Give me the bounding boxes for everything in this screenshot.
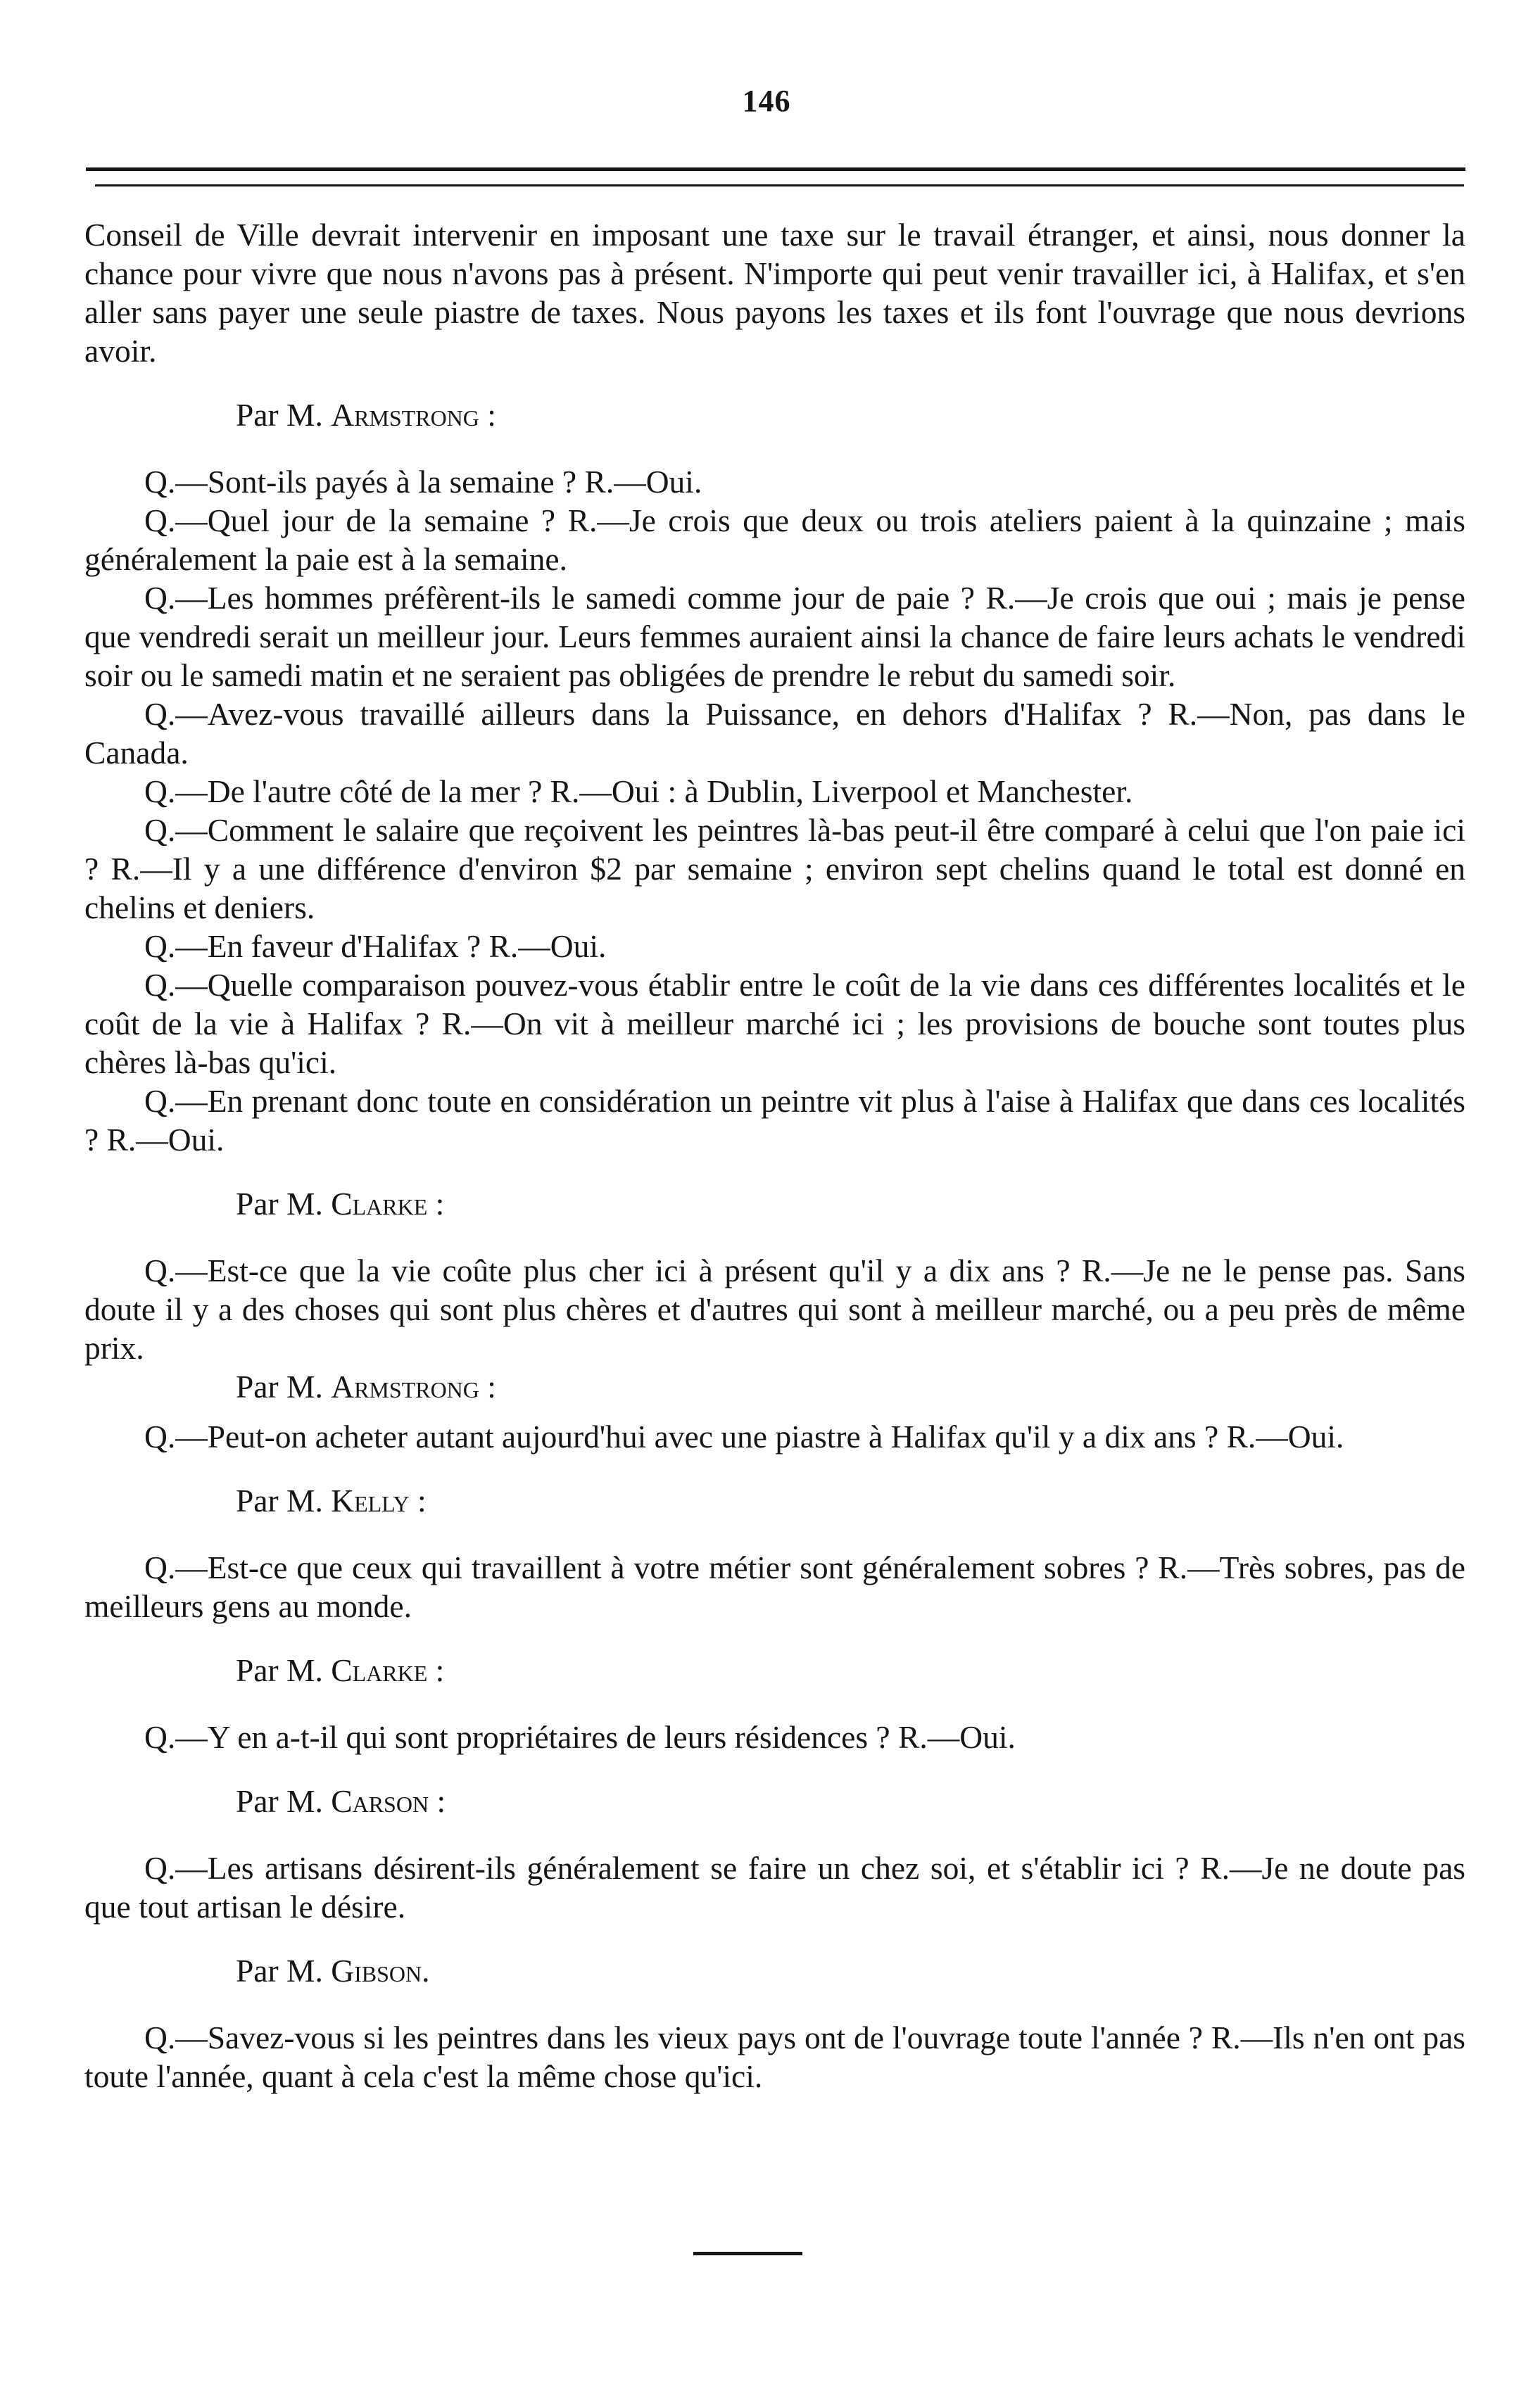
qa-paragraph: Q.—De l'autre côté de la mer ? R.—Oui : à Dublin, Liverpool et Manchester. [144, 773, 1133, 809]
qa-paragraph: Q.—Les artisans désirent-ils généralement se faire un chez soi, et s'établir ici ? R.—Je ne doute pas que tout artisan le désire. [84, 1850, 1465, 1925]
page-number: 146 [742, 84, 791, 118]
qa-paragraph: Q.—Est-ce que ceux qui travaillent à votre métier sont généralement sobres ? R.—Très sobres, pas de meilleurs gens au monde. [84, 1550, 1465, 1624]
speaker-heading: Par M. Clarke : [236, 1186, 445, 1222]
speaker-name: Carson [331, 1783, 429, 1819]
speaker-heading: Par M. Gibson. [236, 1953, 430, 1989]
qa-paragraph: Q.—Les hommes préfèrent-ils le samedi comme jour de paie ? R.—Je crois que oui ; mais je pense que vendredi serait un meilleur jour. Leurs femmes auraient ainsi la chance de faire leurs achats le vendredi soir ou le samedi matin et ne seraient pas obligées de prendre le rebut du samedi soir. [84, 580, 1465, 693]
qa-paragraph: Q.—Sont-ils payés à la semaine ? R.—Oui. [144, 464, 702, 500]
speaker-heading: Par M. Clarke : [236, 1652, 445, 1688]
speaker-heading: Par M. Armstrong : [236, 1369, 496, 1405]
header-rule-secondary [95, 184, 1464, 186]
qa-paragraph: Q.—En prenant donc toute en considération un peintre vit plus à l'aise à Halifax que dans ces localités ? R.—Oui. [84, 1083, 1465, 1158]
speaker-name: Clarke [331, 1652, 428, 1688]
speaker-name: Clarke [331, 1186, 428, 1222]
speaker-name: Kelly [331, 1483, 410, 1519]
footer-rule [693, 2252, 802, 2255]
speaker-heading: Par M. Kelly : [236, 1483, 427, 1519]
speaker-heading: Par M. Armstrong : [236, 397, 496, 433]
qa-paragraph: Q.—Comment le salaire que reçoivent les peintres là-bas peut-il être comparé à celui que l'on paie ici ? R.—Il y a une différence d'environ $2 par semaine ; environ sept chelins quand le total est donné en chelins et deniers. [84, 812, 1465, 925]
paragraph: Conseil de Ville devrait intervenir en imposant une taxe sur le travail étranger, et ainsi, nous donner la chance pour vivre que nous n'avons pas à présent. N'importe qui peut venir travailler ici, à Halifax, et s'en aller sans payer une seule piastre de taxes. Nous payons les taxes et ils font l'ouvrage que nous devrions avoir. [84, 217, 1465, 369]
qa-paragraph: Q.—En faveur d'Halifax ? R.—Oui. [144, 928, 607, 964]
qa-paragraph: Q.—Est-ce que la vie coûte plus cher ici à présent qu'il y a dix ans ? R.—Je ne le pense pas. Sans doute il y a des choses qui sont plus chères et d'autres qui sont à meilleur marché, ou a peu près de même prix. [84, 1253, 1465, 1366]
qa-paragraph: Q.—Y en a-t-il qui sont propriétaires de leurs résidences ? R.—Oui. [144, 1719, 1016, 1755]
header-rule [86, 167, 1465, 171]
qa-paragraph: Q.—Savez-vous si les peintres dans les vieux pays ont de l'ouvrage toute l'année ? R.—Ils n'en ont pas toute l'année, quant à cela c'est la même chose qu'ici. [84, 2020, 1465, 2094]
qa-paragraph: Q.—Avez-vous travaillé ailleurs dans la Puissance, en dehors d'Halifax ? R.—Non, pas dans le Canada. [84, 696, 1465, 771]
speaker-name: Gibson [331, 1953, 422, 1989]
speaker-name: Armstrong [331, 397, 479, 433]
speaker-name: Armstrong [331, 1369, 479, 1405]
qa-paragraph: Q.—Quelle comparaison pouvez-vous établir entre le coût de la vie dans ces différentes localités et le coût de la vie à Halifax ? R.—On vit à meilleur marché ici ; les provisions de bouche sont toutes plus chères là-bas qu'ici. [84, 967, 1465, 1080]
qa-paragraph: Q.—Peut-on acheter autant aujourd'hui avec une piastre à Halifax qu'il y a dix ans ? R.—Oui. [144, 1419, 1344, 1455]
qa-paragraph: Q.—Quel jour de la semaine ? R.—Je crois que deux ou trois ateliers paient à la quinzaine ; mais généralement la paie est à la semaine. [84, 502, 1465, 577]
page-body [84, 215, 1465, 2096]
speaker-heading: Par M. Carson : [236, 1783, 446, 1819]
